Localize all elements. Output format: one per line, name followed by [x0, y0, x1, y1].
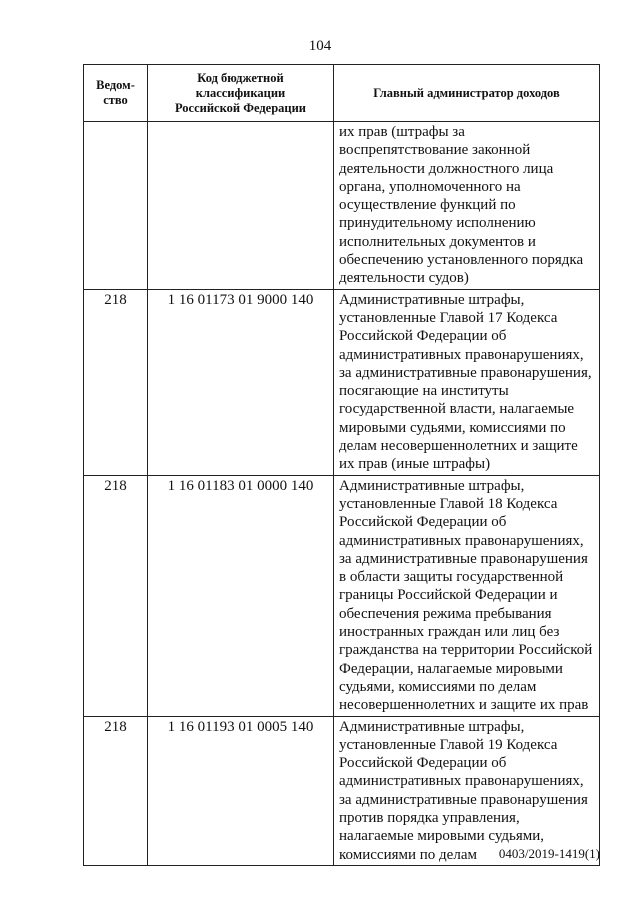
dept-cell [84, 122, 148, 290]
admin-description-line: Федерации, налагаемые мировыми [339, 660, 563, 677]
admin-description-line: установленные Главой 17 Кодекса [339, 309, 558, 326]
admin-description-line: комиссиями по делам [339, 846, 477, 863]
admin-description-line: принудительному исполнению [339, 215, 536, 232]
admin-description-line: Административные штрафы, [339, 477, 525, 494]
admin-description-line: административных правонарушениях, [339, 346, 584, 363]
admin-description-line: в области защиты государственной [339, 569, 564, 586]
admin-description-line: органа, уполномоченного на [339, 178, 521, 195]
admin-description-line: их прав (иные штрафы) [339, 456, 491, 473]
admin-description-line: Административные штрафы, [339, 718, 525, 735]
table-row [84, 289, 600, 475]
admin-description-line: их прав (штрафы за [339, 124, 465, 140]
admin-description-cell [334, 475, 600, 716]
admin-description-line: исполнительных документов и [339, 233, 536, 250]
admin-description-line: за административные правонарушения, [339, 364, 592, 381]
dept-cell: 218 [84, 716, 148, 865]
admin-description-line: несовершеннолетних и защите их прав [339, 697, 589, 714]
admin-description-cell [334, 716, 600, 865]
admin-description-line: мировыми судьями, комиссиями по [339, 419, 566, 436]
budget-code-cell [148, 122, 334, 290]
table-row [84, 122, 600, 290]
admin-description-line: посягающие на институты [339, 383, 509, 400]
header-code: Код бюджетной классификации Российской Федерации [148, 65, 334, 122]
budget-revenue-table [83, 64, 600, 866]
admin-description-cell [334, 122, 600, 290]
table-header-row [84, 65, 600, 122]
admin-description-line: границы Российской Федерации и [339, 587, 558, 604]
dept-cell: 218 [84, 289, 148, 475]
admin-description-line: государственной власти, налагаемые [339, 401, 575, 418]
admin-description-line: судьями, комиссиями по делам [339, 678, 537, 695]
admin-description-line: гражданства на территории Российской [339, 642, 593, 659]
admin-description-line: Российской Федерации об [339, 328, 507, 345]
budget-code-cell: 1 16 01173 01 9000 140 [148, 289, 334, 475]
admin-description-line: обеспечению установленного порядка [339, 252, 584, 269]
budget-code-cell: 1 16 01193 01 0005 140 [148, 716, 334, 865]
admin-description-line: административных правонарушениях, [339, 532, 584, 549]
admin-description-line: делам несовершеннолетних и защите [339, 438, 578, 455]
admin-description-line: установленные Главой 19 Кодекса [339, 736, 558, 753]
header-dept: Ведом- ство [84, 65, 148, 122]
admin-description-line: воспрепятствование законной [339, 142, 531, 159]
dept-cell: 218 [84, 475, 148, 716]
admin-description-line: осуществление функций по [339, 197, 516, 214]
admin-description-line: Российской Федерации об [339, 755, 507, 772]
header-admin: Главный администратор доходов [334, 65, 600, 122]
admin-description-line: Административные штрафы, [339, 291, 525, 308]
document-code: 0403/2019-1419(1) [498, 846, 600, 861]
admin-description-line: деятельности судов) [339, 270, 469, 287]
admin-description-line: установленные Главой 18 Кодекса [339, 495, 558, 512]
admin-description-line: иностранных граждан или лиц без [339, 624, 560, 641]
table-row [84, 716, 600, 865]
table-row [84, 475, 600, 716]
admin-description-line: Российской Федерации об [339, 514, 507, 531]
page-number: 104 [308, 38, 332, 54]
admin-description-line: за административные правонарушения [339, 791, 588, 808]
admin-description-line: административных правонарушениях, [339, 773, 584, 790]
admin-description-line: против порядка управления, [339, 809, 520, 826]
admin-description-line: обеспечения режима пребывания [339, 605, 552, 622]
budget-code-cell: 1 16 01183 01 0000 140 [148, 475, 334, 716]
admin-description-line: за административные правонарушения [339, 550, 588, 567]
admin-description-cell [334, 289, 600, 475]
admin-description-line: налагаемые мировыми судьями, [339, 828, 545, 845]
admin-description-line: деятельности должностного лица [339, 160, 554, 177]
